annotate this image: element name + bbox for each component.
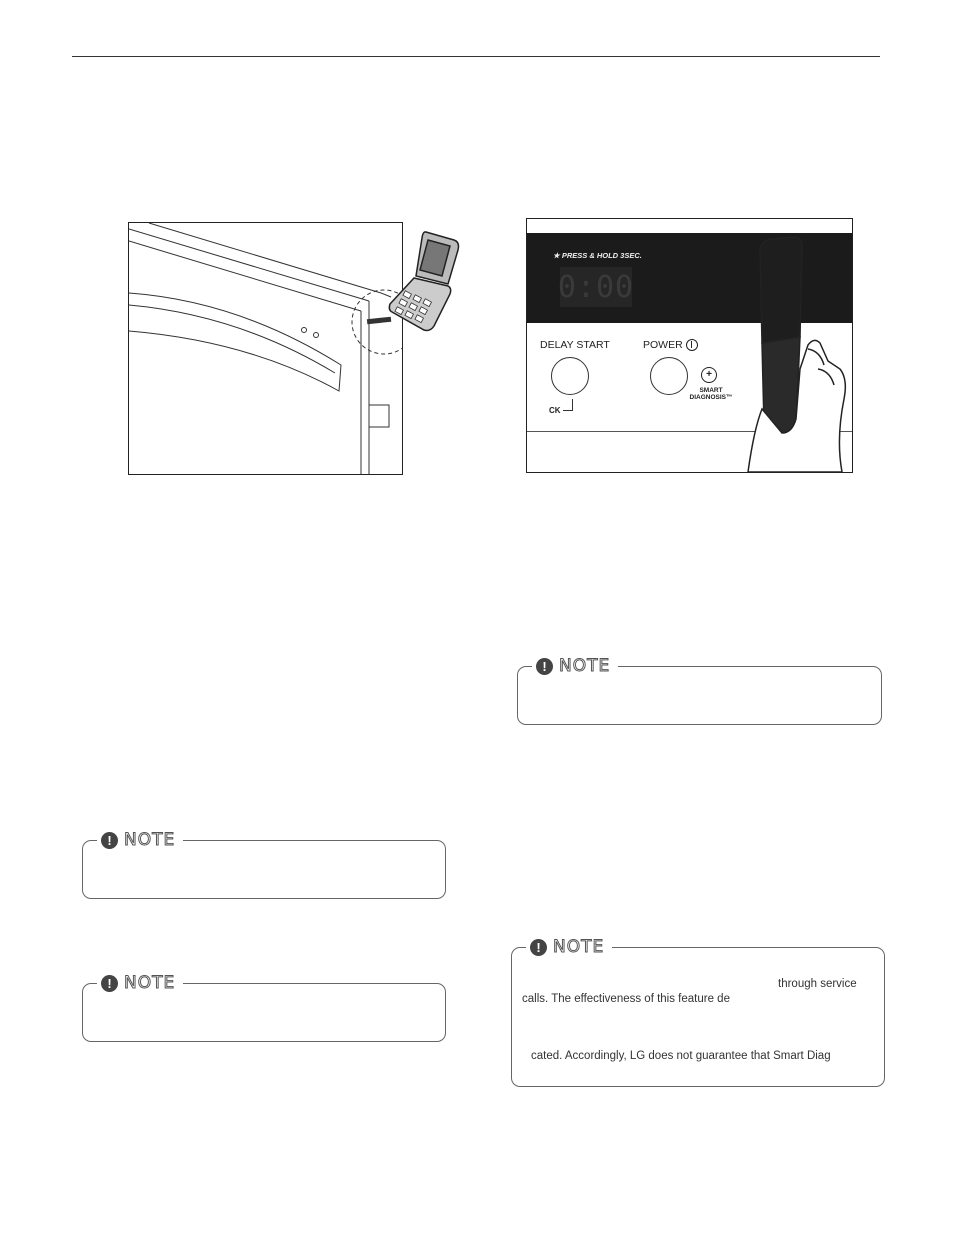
digit-display: 0:00 bbox=[560, 267, 632, 307]
phone-in-hand-illustration bbox=[742, 219, 852, 472]
ck-bracket bbox=[563, 399, 573, 411]
note-header bbox=[526, 937, 612, 957]
exclamation-icon: ! bbox=[536, 658, 553, 675]
power-button[interactable] bbox=[650, 357, 688, 395]
delay-start-button[interactable] bbox=[551, 357, 589, 395]
ck-label: CK bbox=[549, 406, 561, 415]
dishwasher-illustration bbox=[129, 223, 402, 474]
note-header bbox=[97, 830, 183, 850]
note-text-fragment-2: calls. The effectiveness of this feature de bbox=[522, 993, 730, 1005]
header-rule bbox=[72, 56, 880, 57]
note-box-3 bbox=[82, 973, 446, 1042]
power-icon bbox=[686, 339, 698, 351]
note-box-2 bbox=[82, 830, 446, 899]
press-hold-label: ★ PRESS & HOLD 3SEC. bbox=[553, 251, 642, 260]
note-header bbox=[97, 973, 183, 993]
note-label: NOTE bbox=[124, 830, 176, 850]
note-label: NOTE bbox=[553, 937, 605, 957]
delay-start-label: DELAY START bbox=[540, 339, 610, 351]
note-text-fragment-1: through service bbox=[778, 978, 857, 990]
note-label: NOTE bbox=[559, 656, 611, 676]
note-label: NOTE bbox=[124, 973, 176, 993]
note-text-fragment-3: cated. Accordingly, LG does not guarantee that Smart Diag bbox=[531, 1050, 831, 1062]
note-box-4 bbox=[511, 937, 885, 1087]
exclamation-icon: ! bbox=[101, 832, 118, 849]
smart-diagnosis-icon: + bbox=[701, 367, 717, 383]
smart-diagnosis-label: SMART DIAGNOSIS™ bbox=[689, 387, 733, 401]
dishwasher-figure bbox=[128, 222, 403, 475]
exclamation-icon: ! bbox=[530, 939, 547, 956]
power-label: POWER bbox=[643, 339, 698, 351]
exclamation-icon: ! bbox=[101, 975, 118, 992]
flip-phone-icon bbox=[386, 226, 466, 336]
control-panel-figure bbox=[526, 218, 853, 473]
note-header bbox=[532, 656, 618, 676]
note-box-1 bbox=[517, 656, 882, 725]
